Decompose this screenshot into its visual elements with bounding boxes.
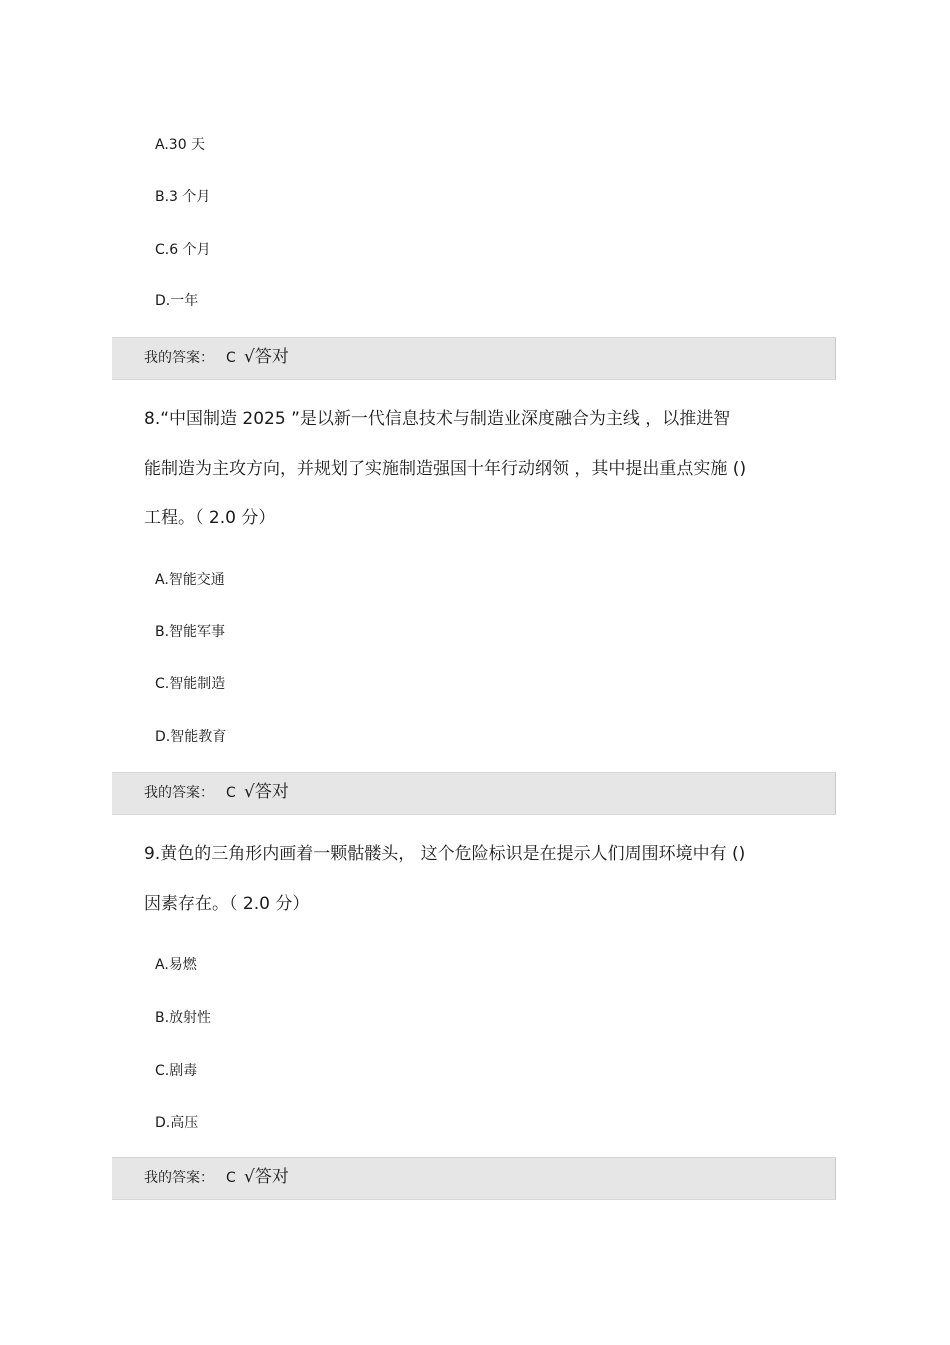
q9-answer-bar [112, 1157, 836, 1200]
q7-option-c: C.6 个月 [155, 242, 211, 258]
question-8-line-1: 8.“中国制造 2025 ”是以新一代信息技术与制造业深度融合为主线 ，以推进智 [144, 409, 731, 429]
q8-option-a: A.智能交通 [155, 572, 225, 588]
answer-label: 我的答案： [144, 785, 214, 801]
q9-option-d: D.高压 [155, 1115, 199, 1131]
q9-option-b: B.放射性 [155, 1010, 212, 1026]
q9-option-c: C.剧毒 [155, 1063, 198, 1079]
q8-option-b: B.智能军事 [155, 624, 226, 640]
answer-value: C [226, 1170, 236, 1186]
answer-result: √答对 [244, 347, 289, 367]
answer-value: C [226, 350, 236, 366]
question-9-line-2: 因素存在。（ 2.0 分） [144, 893, 310, 914]
question-8-line-2: 能制造为主攻方向，并规划了实施制造强国十年行动纲领 ，其中提出重点实施 () [144, 458, 747, 479]
question-8 [144, 395, 814, 544]
answer-label: 我的答案： [144, 350, 214, 366]
question-9 [144, 830, 814, 929]
q8-option-c: C.智能制造 [155, 676, 226, 692]
question-8-line-3: 工程。（ 2.0 分） [144, 508, 276, 528]
q7-option-d: D.一年 [155, 293, 199, 309]
q8-answer-bar [112, 772, 836, 815]
answer-label: 我的答案： [144, 1170, 214, 1186]
answer-result: √答对 [244, 1167, 289, 1187]
q7-option-a: A.30 天 [155, 137, 206, 153]
q8-option-d: D.智能教育 [155, 729, 227, 745]
answer-result: √答对 [244, 782, 289, 802]
q7-option-b: B.3 个月 [155, 189, 211, 205]
answer-value: C [226, 785, 236, 801]
q9-option-a: A.易燃 [155, 957, 197, 973]
question-9-line-1: 9.黄色的三角形内画着一颗骷髅头， 这个危险标识是在提示人们周围环境中有 () [144, 844, 746, 864]
q7-answer-bar [112, 337, 836, 380]
